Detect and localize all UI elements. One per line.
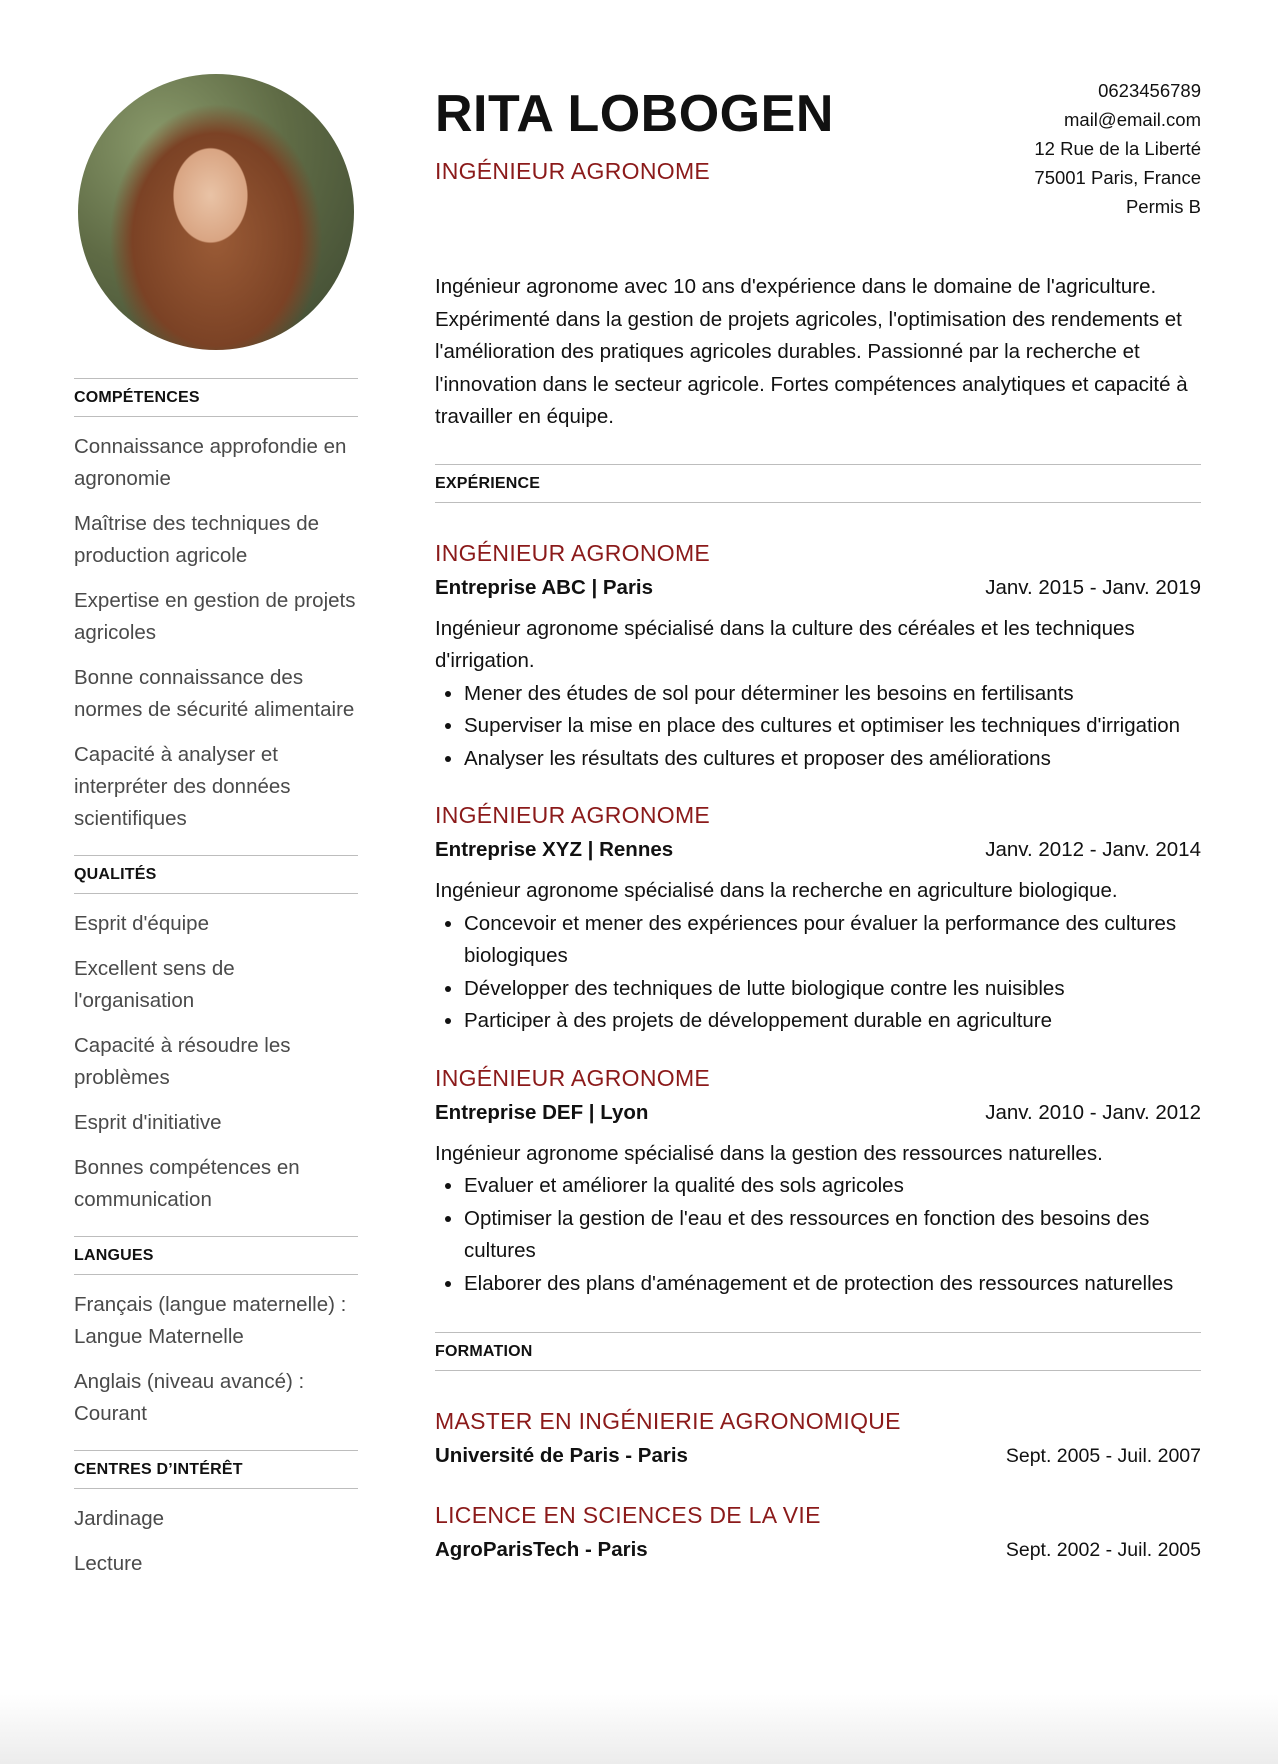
job-dates: Janv. 2012 - Janv. 2014: [985, 838, 1201, 861]
education-meta: [435, 1443, 1201, 1469]
list-item: Esprit d'équipe: [74, 912, 209, 935]
main-content: [435, 74, 1201, 1563]
education-dates: Sept. 2002 - Juil. 2005: [1005, 1539, 1201, 1561]
interets-heading: CENTRES D’INTÉRÊT: [74, 1450, 358, 1489]
list-item: • Mener des études de sol pour déterminer les besoins en fertilisants: [464, 678, 1201, 711]
education-dates: Sept. 2005 - Juil. 2007: [1005, 1445, 1201, 1467]
job-title: INGÉNIEUR AGRONOME: [435, 539, 711, 566]
list-item: • Participer à des projets de développement durable en agriculture: [464, 1005, 1201, 1038]
list-item: Excellent sens de l'organisation: [74, 957, 235, 1012]
list-item: • Analyser les résultats des cultures et proposer des améliorations: [464, 743, 1201, 776]
job-company: Entreprise ABC | Paris: [435, 575, 654, 599]
job-description: Ingénieur agronome spécialisé dans la gestion des ressources naturelles.: [435, 1141, 1103, 1165]
qualites-list: [74, 894, 358, 1216]
job-bullets: [435, 1170, 1201, 1300]
list-item: Bonnes compétences en communication: [74, 1156, 300, 1211]
list-item: • Concevoir et mener des expériences pour évaluer la performance des cultures biologiques: [464, 908, 1201, 973]
list-item: Lecture: [74, 1552, 143, 1575]
job-meta: [435, 837, 1201, 863]
job-description: Ingénieur agronome spécialisé dans la recherche en agriculture biologique.: [435, 879, 1118, 902]
profile-summary: Ingénieur agronome avec 10 ans d'expérience dans le domaine de l'agriculture. Expérimenté dans la gestion de projets agricoles, l'optimisation des rendements et l'amélioration des pratiques agricoles durables. Passionné par la recherche et l'innovation dans le secteur agricole. Fortes compétences analytiques et capacité à travailler en équipe.: [435, 275, 1188, 428]
list-item: Français (langue maternelle) : Langue Maternelle: [74, 1293, 347, 1348]
list-item: Capacité à analyser et interpréter des données scientifiques: [74, 743, 291, 830]
education-entry: [435, 1501, 1201, 1563]
job-meta: [435, 575, 1201, 601]
education-meta: [435, 1537, 1201, 1563]
interets-section: [74, 1450, 358, 1580]
qualites-heading: QUALITÉS: [74, 855, 358, 894]
interets-list: [74, 1489, 358, 1580]
degree-title: MASTER EN INGÉNIERIE AGRONOMIQUE: [435, 1408, 901, 1434]
list-item: • Evaluer et améliorer la qualité des sols agricoles: [464, 1170, 1201, 1203]
list-item: Anglais (niveau avancé) : Courant: [74, 1370, 305, 1425]
sidebar: [74, 74, 358, 1593]
job-company: Entreprise DEF | Lyon: [435, 1100, 649, 1124]
list-item: • Elaborer des plans d'aménagement et de protection des ressources naturelles: [464, 1268, 1201, 1301]
langues-section: [74, 1236, 358, 1430]
langues-list: [74, 1275, 358, 1430]
email-address: mail@email.com: [1064, 109, 1201, 130]
competences-section: [74, 378, 358, 835]
school-name: Université de Paris - Paris: [435, 1444, 688, 1467]
list-item: • Superviser la mise en place des cultures et optimiser les techniques d'irrigation: [464, 710, 1201, 743]
contact-block: [1034, 76, 1201, 221]
page-bottom-shadow: [0, 1694, 1278, 1764]
candidate-role: INGÉNIEUR AGRONOME: [435, 158, 711, 184]
list-item: Maîtrise des techniques de production agricole: [74, 512, 319, 567]
list-item: Capacité à résoudre les problèmes: [74, 1034, 291, 1089]
job-title: INGÉNIEUR AGRONOME: [435, 802, 711, 828]
job-meta: [435, 1100, 1201, 1126]
job-title: INGÉNIEUR AGRONOME: [435, 1064, 711, 1091]
phone-number: 0623456789: [1098, 80, 1201, 101]
langues-heading: LANGUES: [74, 1236, 358, 1275]
job-bullets: [435, 678, 1201, 776]
formation-heading: FORMATION: [435, 1332, 1201, 1371]
job-dates: Janv. 2010 - Janv. 2012: [985, 1100, 1201, 1124]
candidate-name: RITA LOBOGEN: [435, 85, 834, 143]
experience-heading: EXPÉRIENCE: [435, 464, 1201, 503]
job-dates: Janv. 2015 - Janv. 2019: [985, 575, 1201, 599]
qualites-section: [74, 855, 358, 1216]
profile-photo: [78, 74, 354, 350]
job-company: Entreprise XYZ | Rennes: [435, 838, 674, 861]
list-item: Bonne connaissance des normes de sécurité alimentaire: [74, 666, 355, 721]
job-description: Ingénieur agronome spécialisé dans la culture des céréales et les techniques d'irrigation.: [435, 616, 1135, 672]
job-bullets: [435, 908, 1201, 1038]
address-line-2: 75001 Paris, France: [1034, 167, 1201, 188]
competences-heading: COMPÉTENCES: [74, 378, 358, 417]
job-entry: [435, 801, 1201, 1038]
address-line-1: 12 Rue de la Liberté: [1034, 138, 1201, 159]
school-name: AgroParisTech - Paris: [435, 1538, 648, 1561]
job-entry: [435, 539, 1201, 776]
list-item: Jardinage: [74, 1507, 165, 1530]
competences-list: [74, 417, 358, 835]
degree-title: LICENCE EN SCIENCES DE LA VIE: [435, 1502, 821, 1528]
list-item: Esprit d'initiative: [74, 1111, 222, 1134]
list-item: Connaissance approfondie en agronomie: [74, 435, 347, 490]
education-entry: [435, 1407, 1201, 1469]
job-entry: [435, 1064, 1201, 1301]
driving-license: Permis B: [1125, 196, 1201, 217]
list-item: • Optimiser la gestion de l'eau et des ressources en fonction des besoins des cultures: [464, 1203, 1201, 1268]
list-item: Expertise en gestion de projets agricoles: [74, 589, 356, 644]
list-item: • Développer des techniques de lutte biologique contre les nuisibles: [464, 973, 1201, 1006]
